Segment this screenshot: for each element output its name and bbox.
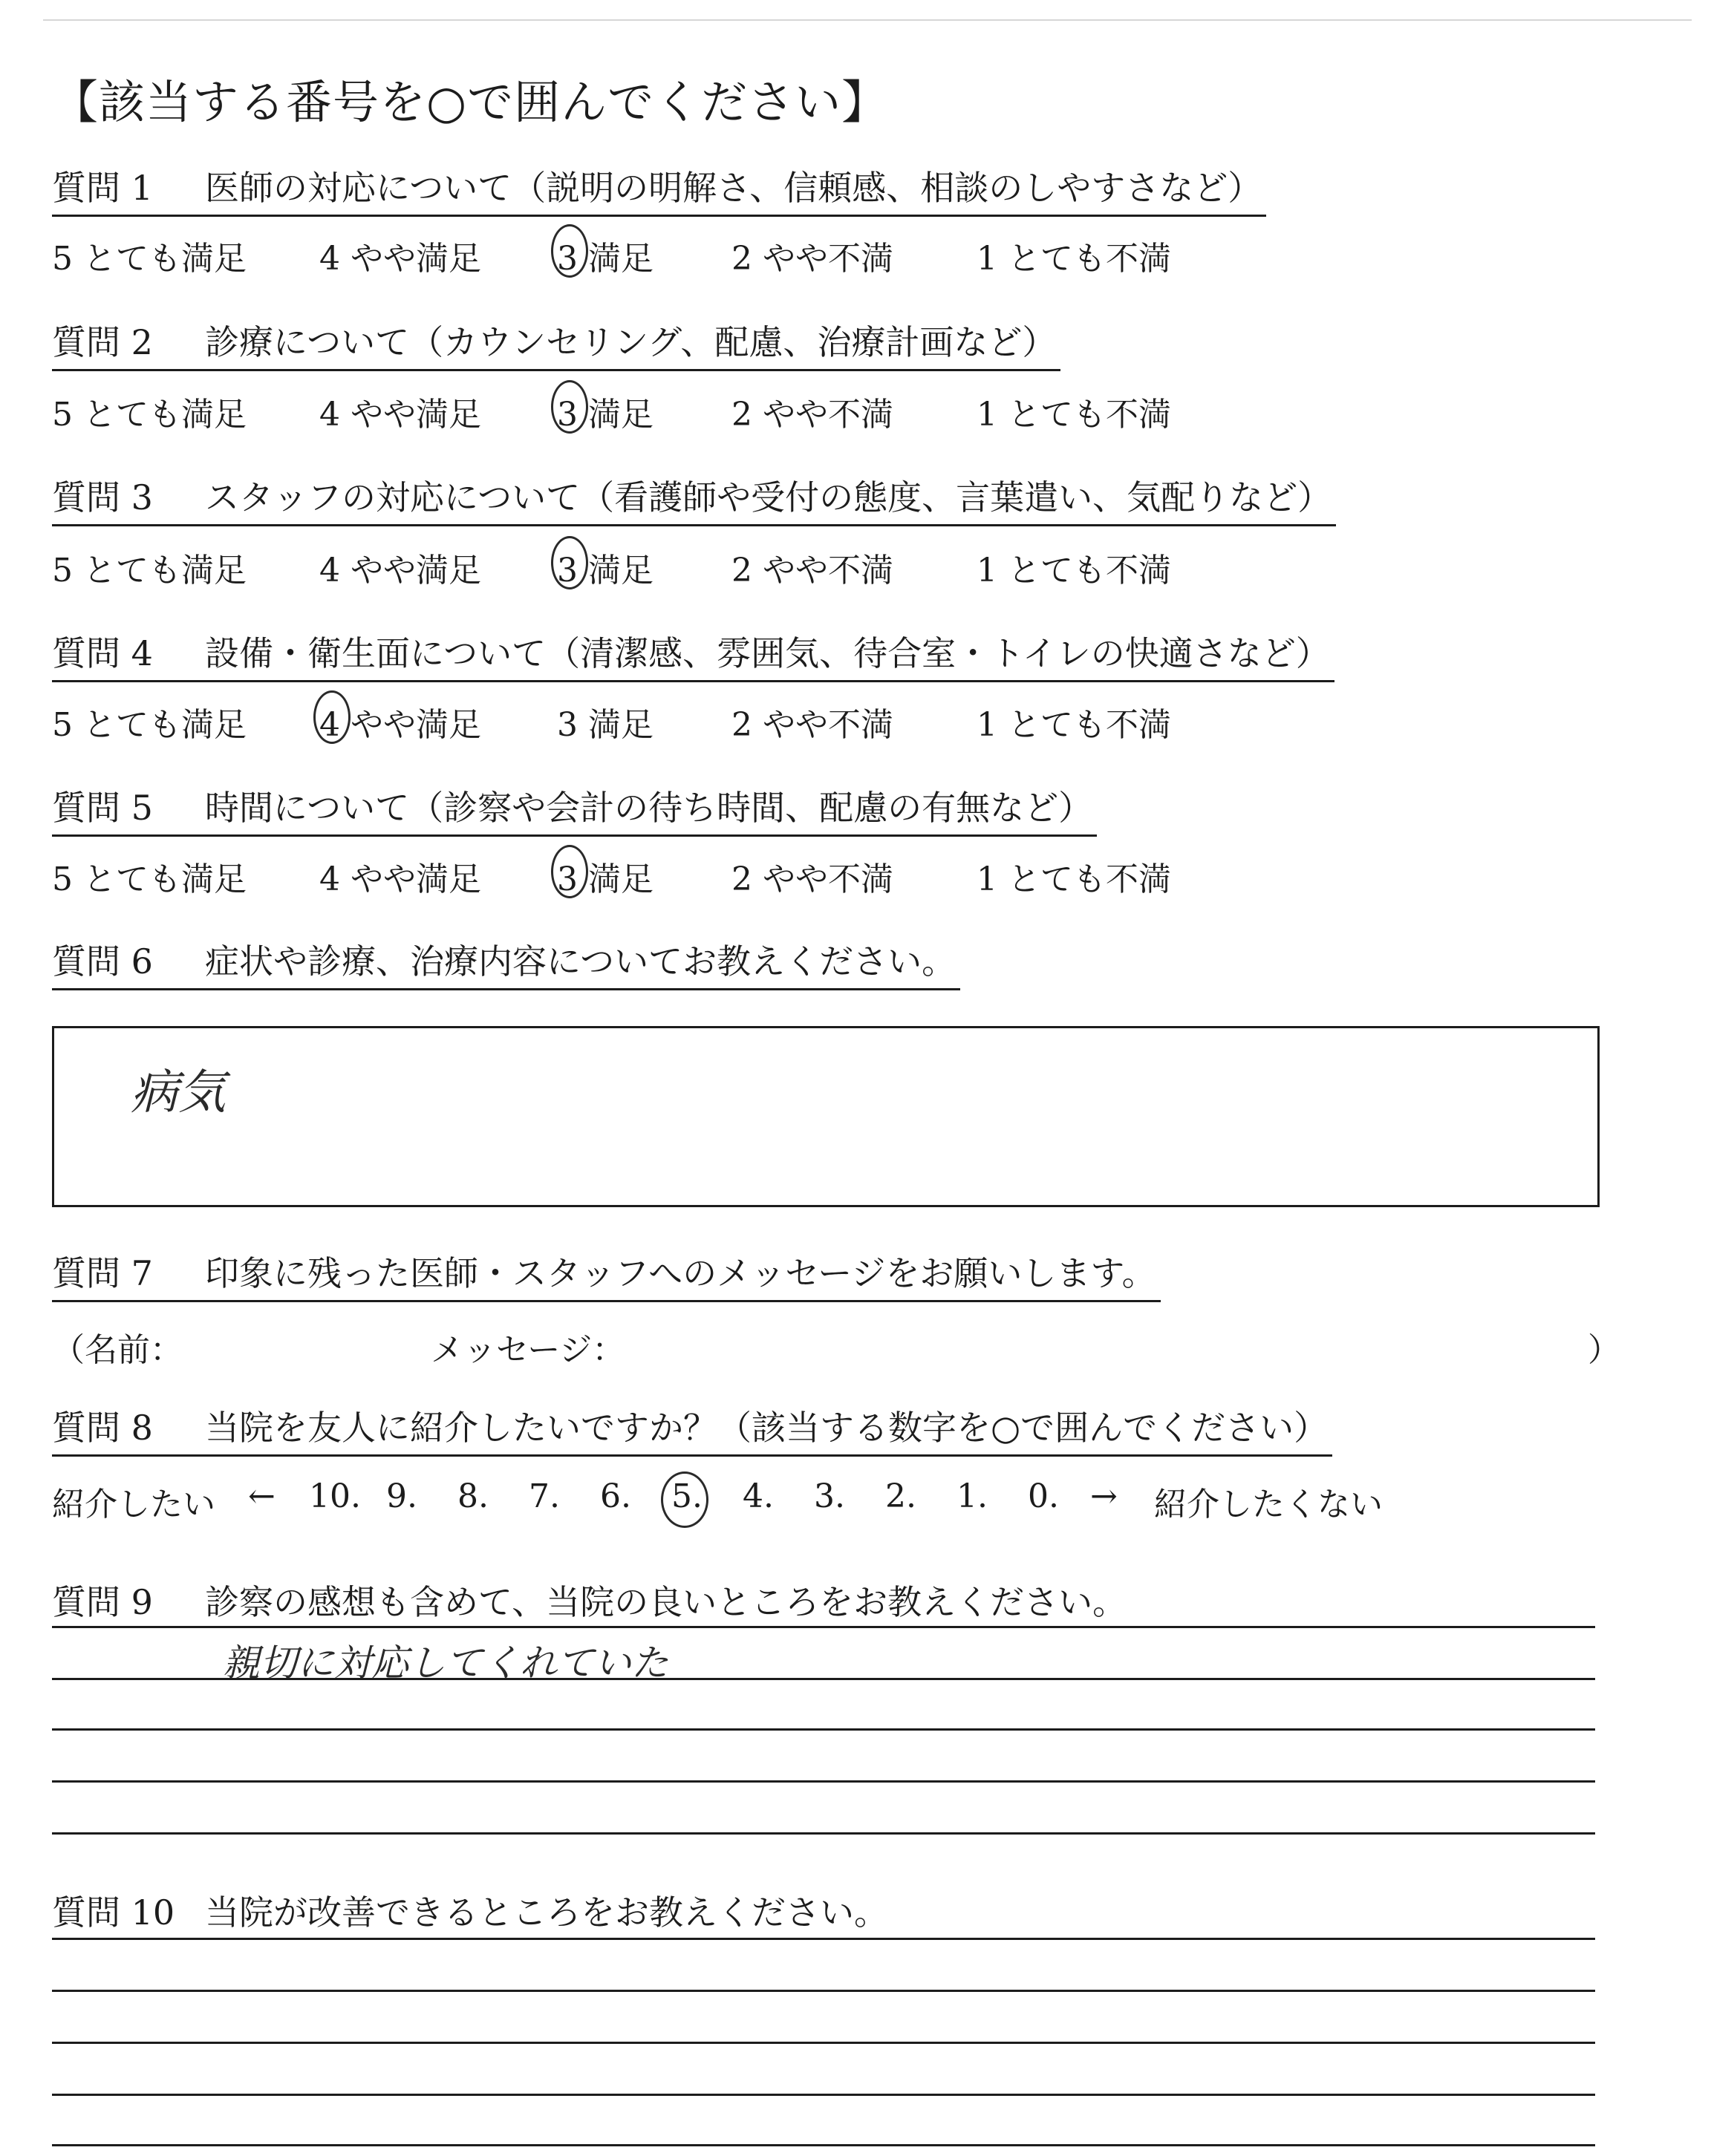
question-6-answer-box[interactable] [52,1026,1600,1207]
question-text: 症状や診療、治療内容についてお教えください。 [205,941,956,981]
question-text: 診療について（カウンセリング、配慮、治療計画など） [205,322,1057,362]
question-9-title [52,1575,1127,1624]
answer-line [52,1626,1595,1628]
question-10-title [52,1886,888,1935]
rating-option[interactable]: 3 満足 [557,396,654,434]
answer-line [52,1728,1595,1731]
answer-line [52,1832,1595,1835]
question-3-title [52,479,1336,526]
rating-option[interactable]: 5 とても満足 [52,396,247,434]
rating-option[interactable]: 3 満足 [557,860,654,898]
answer-line [52,1678,1595,1680]
rating-option[interactable]: 5 とても満足 [52,860,247,898]
question-text: 印象に残った医師・スタッフへのメッセージをお願いします。 [205,1253,1156,1293]
question-label: 質問 7 [52,1253,153,1293]
scale-number[interactable]: 0. [1028,1477,1059,1515]
question-text: 当院が改善できるところをお教えください。 [205,1892,888,1933]
rating-option[interactable]: 5 とても満足 [52,552,247,589]
answer-line [52,2094,1595,2096]
question-text: スタッフの対応について（看護師や受付の態度、言葉遣い、気配りなど） [205,477,1332,517]
question-4-title [52,635,1334,682]
question-text: 設備・衛生面について（清潔感、雰囲気、待合室・トイレの快適さなど） [205,633,1330,673]
rating-option[interactable]: 4 やや満足 [319,860,481,898]
question-9-handwritten-answer: 親切に対応してくれていた [223,1642,668,1685]
rating-option[interactable]: 1 とても不満 [977,552,1171,589]
question-label: 質問 8 [52,1408,153,1448]
rating-option[interactable]: 5 とても満足 [52,240,247,278]
question-label: 質問 10 [52,1892,175,1933]
left-arrow-icon: ← [248,1477,276,1515]
rating-option[interactable]: 3 満足 [557,552,654,589]
scale-left-label: 紹介したい [52,1486,215,1523]
rating-option[interactable]: 4 やや満足 [319,706,481,744]
question-text: 当院を友人に紹介したいですか？（該当する数字を○で囲んでください） [205,1408,1329,1448]
rating-option[interactable]: 1 とても不満 [977,706,1171,744]
answer-line [52,1938,1595,1940]
rating-option[interactable]: 5 とても満足 [52,706,247,744]
scale-right-label: 紹介したくない [1154,1486,1383,1523]
scale-number[interactable]: 1. [956,1477,988,1515]
question-label: 質問 2 [52,322,153,362]
rating-option[interactable]: 1 とても不満 [977,396,1171,434]
rating-option[interactable]: 4 やや満足 [319,396,481,434]
question-text: 医師の対応について（説明の明解さ、信頼感、相談のしやすさなど） [205,168,1262,208]
question-label: 質問 1 [52,168,153,208]
right-arrow-icon: → [1090,1477,1118,1515]
answer-line [52,2144,1595,2146]
answer-line [52,1780,1595,1783]
scale-number[interactable]: 7. [529,1477,560,1515]
rating-option[interactable]: 2 やや不満 [731,396,893,434]
question-text: 診察の感想も含めて、当院の良いところをお教えください。 [205,1582,1127,1622]
rating-option[interactable]: 2 やや不満 [731,860,893,898]
question-label: 質問 5 [52,788,153,828]
rating-option[interactable]: 1 とても不満 [977,860,1171,898]
scale-number[interactable]: 10. [309,1477,361,1515]
question-6-handwritten-answer: 病気 [131,1065,226,1120]
rating-option[interactable]: 3 満足 [557,706,654,744]
rating-option[interactable]: 4 やや満足 [319,240,481,278]
closing-parenthesis: ） [1588,1331,1620,1369]
question-1-title [52,169,1266,217]
question-2-title [52,324,1060,371]
message-field-label: メッセージ： [431,1331,625,1369]
scale-number[interactable]: 4. [743,1477,774,1515]
question-7-title [52,1255,1161,1302]
recommendation-scale [52,1477,1611,1522]
rating-option[interactable]: 1 とても不満 [977,240,1171,278]
selected-circle-mark [661,1471,708,1528]
question-label: 質問 6 [52,941,153,981]
top-edge-line [43,19,1692,21]
question-label: 質問 4 [52,633,153,673]
scale-number[interactable]: 2. [885,1477,916,1515]
rating-option[interactable]: 2 やや不満 [731,706,893,744]
question-8-title [52,1409,1332,1457]
scale-number[interactable]: 8. [457,1477,489,1515]
question-text: 時間について（診察や会計の待ち時間、配慮の有無など） [205,788,1093,828]
scale-number[interactable]: 6. [600,1477,631,1515]
rating-option[interactable]: 2 やや不満 [731,552,893,589]
name-field-label: （名前： [52,1331,183,1369]
question-label: 質問 3 [52,477,153,517]
scale-number[interactable]: 5. [671,1477,703,1515]
question-label: 質問 9 [52,1582,153,1622]
question-6-title [52,943,960,990]
rating-option[interactable]: 2 やや不満 [731,240,893,278]
page-heading: 【該当する番号を○で囲んでください】 [52,75,889,129]
rating-option[interactable]: 3 満足 [557,240,654,278]
answer-line [52,1990,1595,1992]
scale-number[interactable]: 9. [386,1477,417,1515]
answer-line [52,2042,1595,2044]
rating-option[interactable]: 4 やや満足 [319,552,481,589]
scale-number[interactable]: 3. [814,1477,845,1515]
question-5-title [52,789,1097,837]
